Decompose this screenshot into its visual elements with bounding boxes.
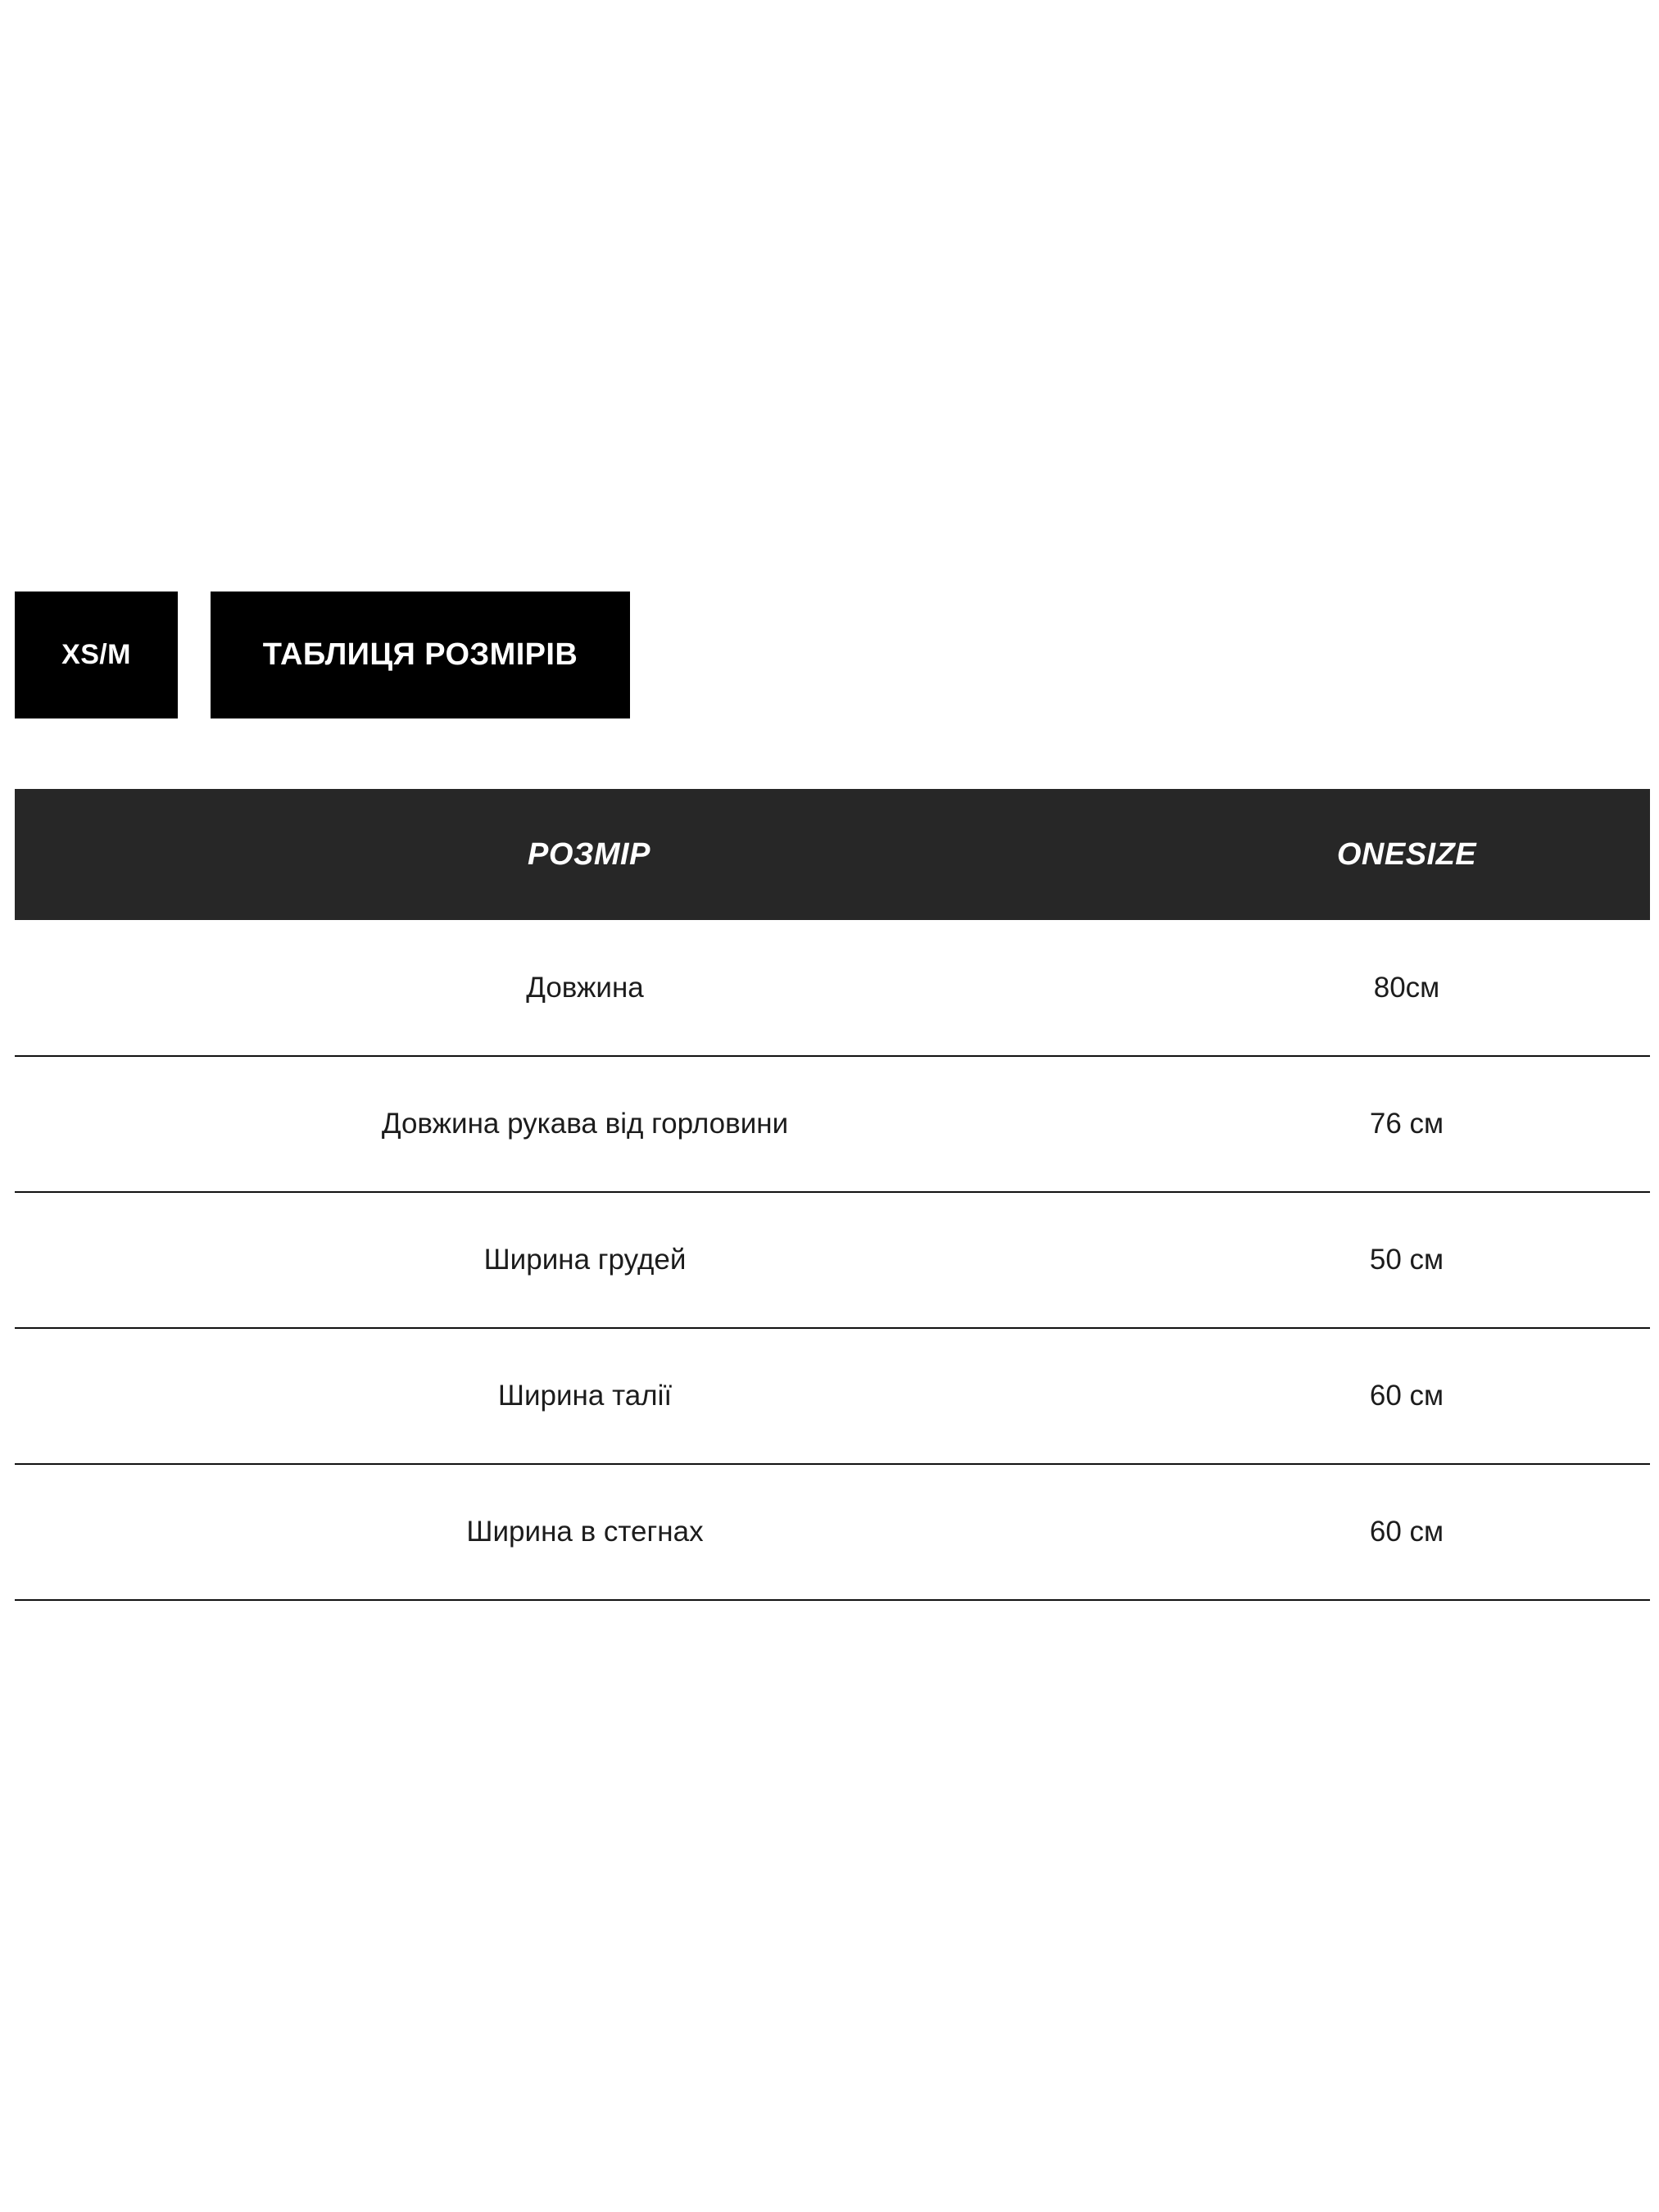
row-parameter: Ширина талії [15, 1328, 1163, 1464]
size-table-head [15, 789, 1650, 920]
column-header-value: ONESIZE [1163, 789, 1650, 920]
table-row [15, 1328, 1650, 1464]
size-chart-title-badge [211, 592, 630, 718]
table-row [15, 920, 1650, 1056]
column-header-parameter: РОЗМІР [15, 789, 1163, 920]
row-value: 80см [1163, 920, 1650, 1056]
table-row [15, 1192, 1650, 1328]
row-value: 50 см [1163, 1192, 1650, 1328]
row-value: 60 см [1163, 1328, 1650, 1464]
size-badge [15, 592, 178, 718]
table-row [15, 1464, 1650, 1600]
row-parameter: Ширина грудей [15, 1192, 1163, 1328]
badge-row [15, 592, 630, 718]
size-badge-label: XS/M [61, 639, 131, 670]
row-value: 60 см [1163, 1464, 1650, 1600]
row-value: 76 см [1163, 1056, 1650, 1192]
row-parameter: Довжина [15, 920, 1163, 1056]
size-table-body [15, 920, 1650, 1600]
size-chart-title-label: ТАБЛИЦЯ РОЗМІРІВ [262, 637, 578, 672]
row-parameter: Ширина в стегнах [15, 1464, 1163, 1600]
size-table [15, 789, 1650, 1601]
row-parameter: Довжина рукава від горловини [15, 1056, 1163, 1192]
table-row [15, 1056, 1650, 1192]
table-header-row [15, 789, 1650, 920]
